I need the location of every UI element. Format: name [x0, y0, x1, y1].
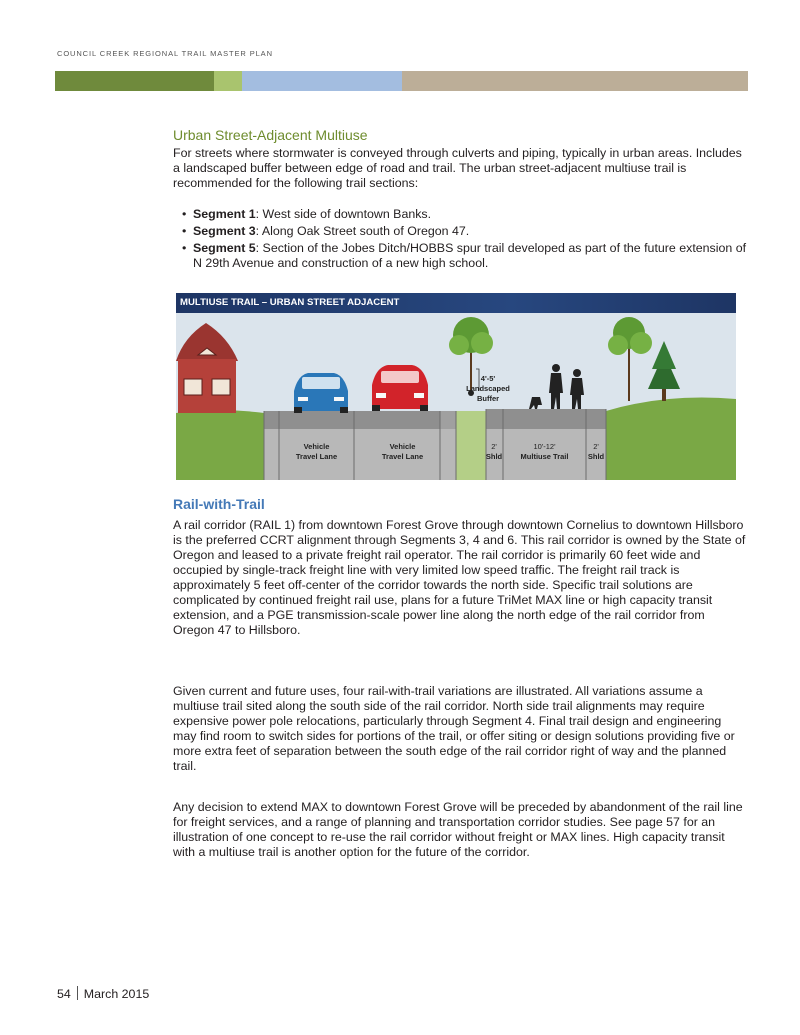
- shoulder1-label: 2' Shld: [485, 442, 503, 461]
- header-color-band-3: [242, 71, 402, 91]
- header-color-band-4: [402, 71, 748, 91]
- lane1-label: Vehicle Travel Lane: [295, 442, 338, 461]
- rail-paragraph-1: A rail corridor (RAIL 1) from downtown Forest Grove through downtown Cornelius to downtown Hillsboro is the preferred CCRT alignment through Segments 3, 4 and 6. This rail corridor is owned by the State of Oregon and leased to a private freight rail operator. The rail corridor is primarily 60 feet wide and occupied by single-track freight line with very limited low speed traffic. The freight rail track is approximately 5 feet off-center of the corridor towards the north side. Specific trail solutions are complicated by continued freight rail use, plans for a future TriMet MAX line or high capacity transit extension, and a PGE transmission-scale power line along the north edge of the rail corridor from Oregon 47 to Hillsboro.: [173, 518, 746, 637]
- header-color-band-1: [55, 71, 214, 91]
- page-footer: [57, 986, 149, 1001]
- trail-label: 10'-12' Multiuse Trail: [520, 442, 569, 461]
- list-item: • Segment 5: Section of the Jobes Ditch/HOBBS spur trail developed as part of the future extension of N 29th Avenue and construction of a new high school.: [173, 241, 748, 271]
- segment-list: [173, 207, 748, 273]
- section-heading-rail: Rail-with-Trail: [173, 496, 265, 512]
- curb: [440, 411, 456, 429]
- red-car-illustration: [372, 365, 428, 411]
- cross-section-figure: [176, 293, 736, 480]
- footer-divider: [77, 986, 78, 1000]
- buffer-label: 4'-5' Landscaped Buffer: [466, 374, 510, 403]
- lane2-label: Vehicle Travel Lane: [381, 442, 424, 461]
- shoulder2-label: 2' Shld: [587, 442, 605, 461]
- grass-left: [176, 410, 264, 480]
- urban-intro-paragraph: For streets where stormwater is conveyed through culverts and piping, typically in urban areas. Includes a landscaped buffer between edge of road and trail. The urban street-adjacent multiuse trail is recommended for the following trail sections:: [173, 146, 742, 190]
- cross-section-illustration: [176, 293, 736, 480]
- rail-paragraph-2: Given current and future uses, four rail-with-trail variations are illustrated. All variations assume a multiuse trail sited along the south side of the rail corridor. North side trail alignments may require expensive power pole relocations, particularly through Segment 4. Final trail design and engineering may find room to switch sides for portions of the trail, or offer siting or design solutions providing five or more extra feet of separation between the south edge of the rail corridor right of way and the planned trail.: [173, 684, 735, 773]
- blue-car-illustration: [294, 373, 348, 413]
- running-header: COUNCIL CREEK REGIONAL TRAIL MASTER PLAN: [57, 49, 273, 58]
- page-number: 54: [57, 987, 71, 1001]
- road-surface: [264, 411, 440, 429]
- header-color-band-2: [214, 71, 242, 91]
- list-item: • Segment 1: West side of downtown Banks.: [173, 207, 748, 222]
- trail-surface: [486, 409, 606, 429]
- figure-title: MULTIUSE TRAIL – URBAN STREET ADJACENT: [176, 293, 736, 313]
- rail-paragraph-3: Any decision to extend MAX to downtown Forest Grove will be preceded by abandonment of the rail line for freight services, and a range of planning and transportation corridor studies. See page 57 for an illustration of one concept to re-use the rail corridor without freight or MAX lines. High capacity transit with a multiuse trail is another option for the future of the corridor.: [173, 800, 743, 859]
- grass-right: [606, 398, 736, 481]
- list-item: • Segment 3: Along Oak Street south of Oregon 47.: [173, 224, 748, 239]
- section-heading-urban: Urban Street-Adjacent Multiuse: [173, 127, 368, 143]
- footer-date: March 2015: [83, 987, 150, 1001]
